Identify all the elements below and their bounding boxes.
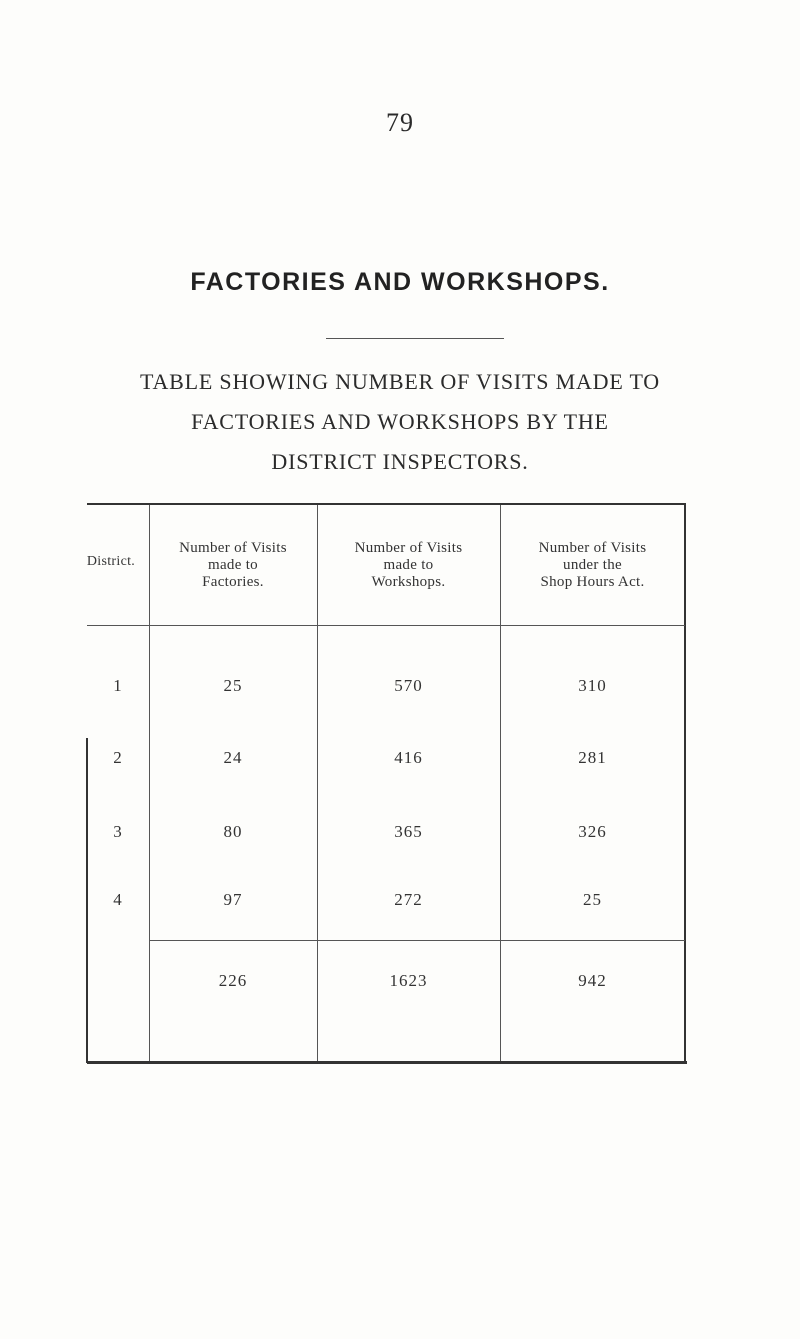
header-workshops-line-3: Workshops.: [371, 574, 446, 590]
caption-line-1: TABLE SHOWING NUMBER OF VISITS MADE TO: [140, 369, 660, 394]
row-4-workshops: 272: [394, 890, 423, 909]
header-district: District.: [86, 554, 136, 569]
header-workshops-line-1: Number of Visits: [354, 540, 463, 556]
row-4-shop-hours: 25: [583, 890, 602, 909]
row-1-factories: 25: [223, 676, 243, 695]
table-bottom-rule: [87, 1061, 687, 1064]
header-factories-line-1: Number of Visits: [179, 540, 287, 556]
title-divider: [326, 338, 504, 339]
page-title: FACTORIES AND WORKSHOPS.: [190, 268, 610, 296]
row-2-factories: 24: [223, 748, 243, 767]
row-4-factories: 97: [223, 890, 243, 909]
row-1-shop-hours: 310: [578, 676, 607, 695]
page-number: 79: [386, 108, 414, 137]
caption-line-3: DISTRICT INSPECTORS.: [271, 449, 529, 474]
header-shop-hours-line-3: Shop Hours Act.: [540, 574, 645, 590]
total-workshops: 1623: [389, 971, 428, 990]
header-factories-line-2: made to: [207, 557, 258, 573]
row-3-workshops: 365: [394, 822, 423, 841]
table-top-rule: [87, 503, 685, 505]
total-shop-hours: 942: [578, 971, 607, 990]
table-caption: [0, 362, 800, 482]
header-factories: [149, 540, 317, 591]
row-3-district: 3: [113, 822, 123, 841]
header-workshops-line-2: made to: [383, 557, 434, 573]
row-4-district: 4: [113, 890, 123, 909]
row-3-shop-hours: 326: [578, 822, 607, 841]
row-1-district: 1: [113, 676, 123, 695]
caption-line-2: FACTORIES AND WORKSHOPS BY THE: [191, 409, 609, 434]
row-1-workshops: 570: [394, 676, 423, 695]
row-2-shop-hours: 281: [578, 748, 607, 767]
header-factories-line-3: Factories.: [202, 574, 264, 590]
row-2-workshops: 416: [394, 748, 423, 767]
header-shop-hours: [500, 540, 685, 591]
row-2-district: 2: [113, 748, 123, 767]
totals-divider: [149, 940, 685, 941]
row-3-factories: 80: [223, 822, 243, 841]
header-shop-hours-line-2: under the: [563, 557, 622, 573]
header-workshops: [317, 540, 500, 591]
total-factories: 226: [218, 971, 248, 990]
visits-table: [87, 503, 685, 1063]
header-shop-hours-line-1: Number of Visits: [538, 540, 647, 556]
header-divider: [87, 625, 685, 626]
